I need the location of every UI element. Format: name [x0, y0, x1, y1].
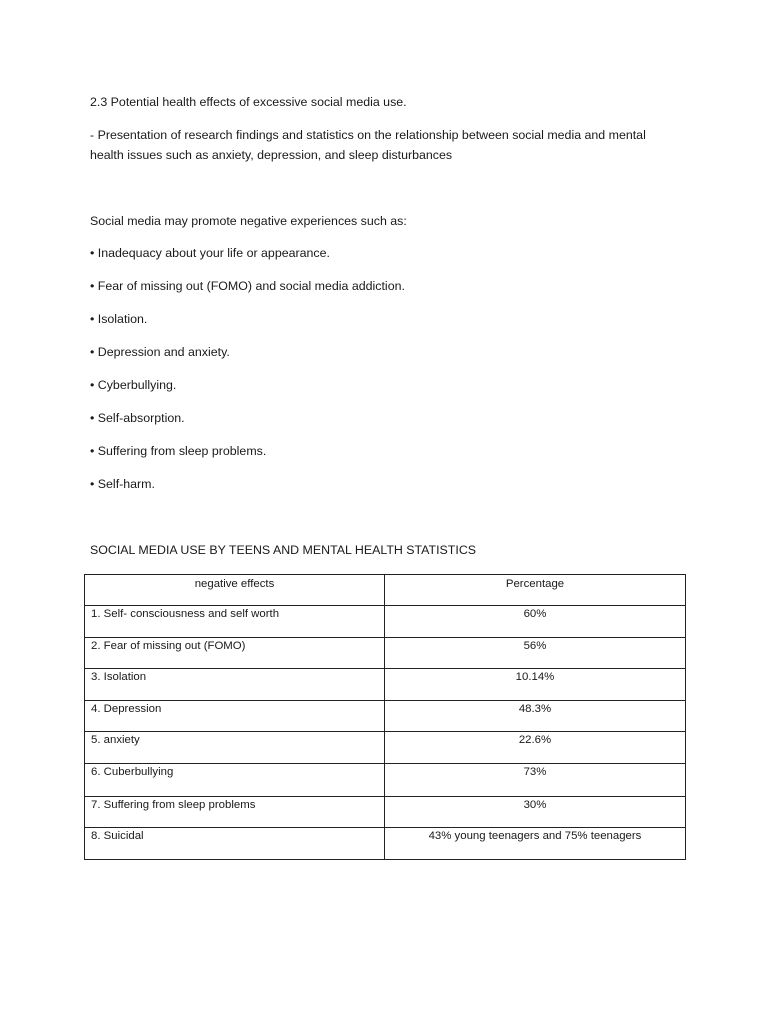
header-percentage: Percentage — [385, 575, 686, 606]
percentage-cell: 10.14% — [385, 669, 686, 701]
header-negative-effects: negative effects — [85, 575, 385, 606]
statistics-table — [84, 574, 686, 860]
percentage-cell: 56% — [385, 638, 686, 669]
lead-sentence: Social media may promote negative experiences such as: — [90, 214, 407, 228]
table-row — [85, 732, 686, 764]
percentage-cell: 48.3% — [385, 701, 686, 732]
list-item: • Depression and anxiety. — [90, 345, 230, 359]
percentage-cell: 22.6% — [385, 732, 686, 764]
percentage-cell: 43% young teenagers and 75% teenagers — [385, 828, 686, 860]
table-row — [85, 606, 686, 638]
table-row — [85, 764, 686, 797]
list-item: • Cyberbullying. — [90, 378, 177, 392]
list-item: • Fear of missing out (FOMO) and social media addiction. — [90, 279, 405, 293]
effect-cell: 8. Suicidal — [85, 828, 385, 860]
table-row — [85, 797, 686, 828]
list-item: • Inadequacy about your life or appearance. — [90, 246, 330, 260]
table-header-row — [85, 575, 686, 606]
list-item: • Self-absorption. — [90, 411, 185, 425]
list-item: • Suffering from sleep problems. — [90, 444, 267, 458]
effect-cell: 4. Depression — [85, 701, 385, 732]
effect-cell: 3. Isolation — [85, 669, 385, 701]
table-row — [85, 701, 686, 732]
effect-cell: 7. Suffering from sleep problems — [85, 797, 385, 828]
effect-cell: 5. anxiety — [85, 732, 385, 764]
table-row — [85, 669, 686, 701]
percentage-cell: 60% — [385, 606, 686, 638]
effect-cell: 1. Self- consciousness and self worth — [85, 606, 385, 638]
table-title: SOCIAL MEDIA USE BY TEENS AND MENTAL HEALTH STATISTICS — [90, 543, 477, 557]
intro-paragraph: - Presentation of research findings and statistics on the relationship between social media and mental health issues such as anxiety, depression, and sleep disturbances — [90, 128, 646, 162]
percentage-cell: 30% — [385, 797, 686, 828]
table-row — [85, 828, 686, 860]
list-item: • Isolation. — [90, 312, 148, 326]
percentage-cell: 73% — [385, 764, 686, 797]
list-item: • Self-harm. — [90, 477, 155, 491]
section-heading: 2.3 Potential health effects of excessive social media use. — [90, 95, 407, 109]
effect-cell: 6. Cuberbullying — [85, 764, 385, 797]
effect-cell: 2. Fear of missing out (FOMO) — [85, 638, 385, 669]
table-row — [85, 638, 686, 669]
negative-experiences-list — [90, 243, 405, 507]
